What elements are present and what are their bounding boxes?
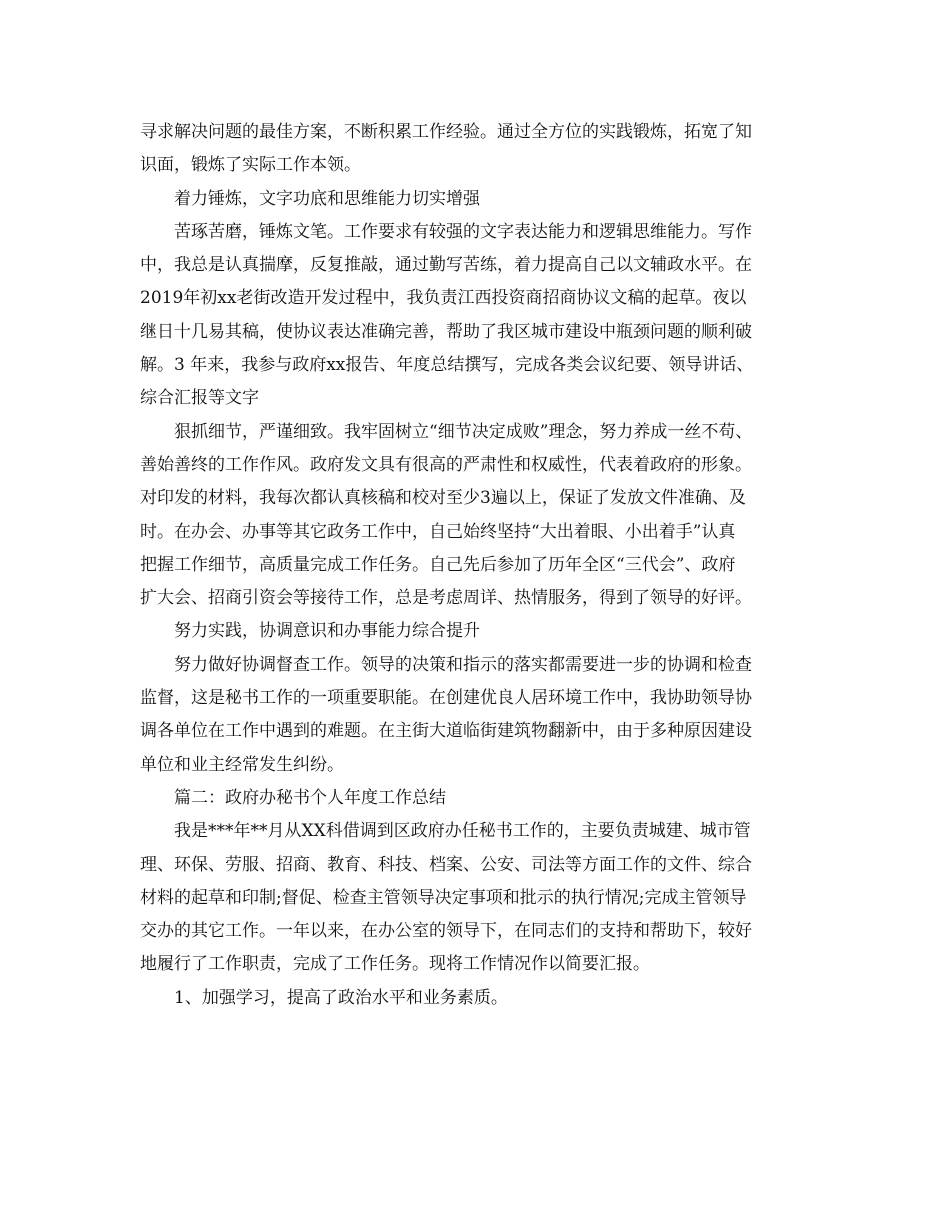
text-line: 篇二：政府办秘书个人年度工作总结 (174, 787, 446, 808)
text-line: 1、加强学习，提高了政治水平和业务素质。 (174, 987, 508, 1008)
text-line: 我是***年**月从XX科借调到区政府办任秘书工作的，主要负责城建、城市管 (174, 821, 751, 842)
text-line: 理、环保、劳服、招商、教育、科技、档案、公安、司法等方面工作的文件、综合 (140, 854, 752, 875)
text-line: 材料的起草和印制;督促、检查主管领导决定事项和批示的执行情况;完成主管领导 (140, 887, 747, 908)
text-line: 时。在办会、办事等其它政务工作中，自己始终坚持“大出着眼、小出着手”认真 (140, 521, 736, 542)
text-line: 地履行了工作职责，完成了工作任务。现将工作情况作以简要汇报。 (140, 954, 650, 975)
text-line: 解。3 年来，我参与政府xx报告、年度总结撰写，完成各类会议纪要、领导讲话、 (140, 355, 754, 376)
text-line: 中，我总是认真揣摩，反复推敲，通过勤写苦练，着力提高自己以文辅政水平。在 (140, 255, 752, 276)
text-line: 综合汇报等文字 (140, 388, 259, 409)
text-line: 寻求解决问题的最佳方案，不断积累工作经验。通过全方位的实践锻炼，拓宽了知 (140, 122, 752, 142)
text-line: 交办的其它工作。一年以来，在办公室的领导下，在同志们的支持和帮助下，较好 (140, 921, 752, 942)
text-line: 继日十几易其稿，使协议表达准确完善，帮助了我区城市建设中瓶颈问题的顺利破 (140, 321, 752, 342)
text-line: 努力实践，协调意识和办事能力综合提升 (174, 621, 480, 642)
text-line: 单位和业主经常发生纠纷。 (140, 754, 344, 775)
text-line: 识面，锻炼了实际工作本领。 (140, 155, 361, 176)
text-line: 对印发的材料，我每次都认真核稿和校对至少3遍以上，保证了发放文件准确、及 (140, 488, 746, 509)
text-line: 善始善终的工作作风。政府发文具有很高的严肃性和权威性，代表着政府的形象。 (140, 454, 752, 475)
text-line: 扩大会、招商引资会等接待工作，总是考虑周详、热情服务，得到了领导的好评。 (140, 588, 752, 609)
text-line: 努力做好协调督查工作。领导的决策和指示的落实都需要进一步的协调和检查 (174, 654, 752, 675)
text-line: 狠抓细节，严谨细致。我牢固树立“细节决定成败”理念，努力养成一丝不苟、 (174, 421, 753, 442)
document-page (140, 116, 830, 1015)
text-line: 2019年初xx老街改造开发过程中，我负责江西投资商招商协议文稿的起草。夜以 (140, 288, 747, 309)
text-line: 监督，这是秘书工作的一项重要职能。在创建优良人居环境工作中，我协助领导协 (140, 688, 752, 709)
text-line: 调各单位在工作中遇到的难题。在主街大道临街建筑物翻新中，由于多种原因建设 (140, 721, 752, 742)
text-line: 着力锤炼，文字功底和思维能力切实增强 (174, 188, 480, 209)
text-line: 苦琢苦磨，锤炼文笔。工作要求有较强的文字表达能力和逻辑思维能力。写作 (174, 221, 752, 242)
text-line: 把握工作细节，高质量完成工作任务。自己先后参加了历年全区“三代会”、政府 (140, 554, 736, 575)
